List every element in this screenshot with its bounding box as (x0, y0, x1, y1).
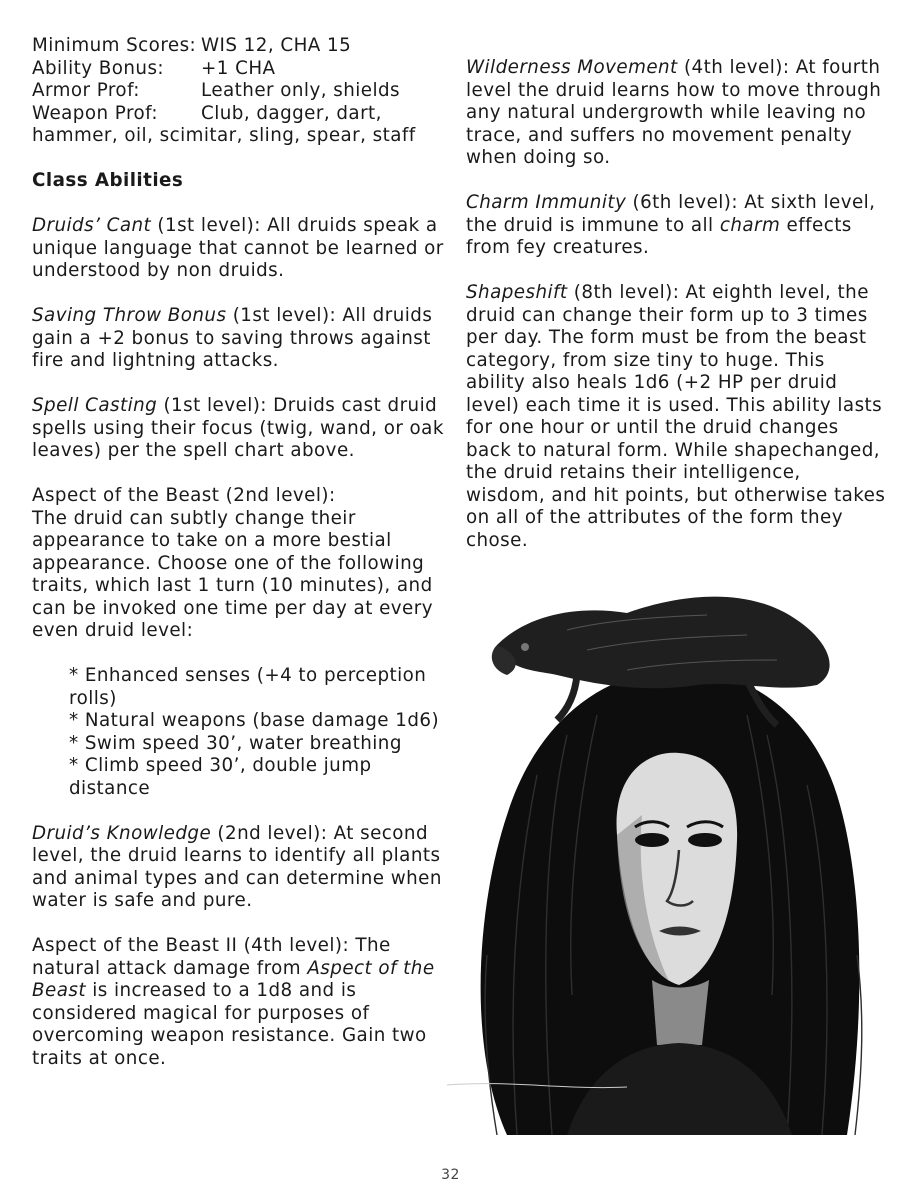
ability-charm-immunity (466, 192, 886, 260)
ability-saving-throw (32, 305, 452, 373)
list-item: * Swim speed 30’, water breathing (69, 732, 402, 754)
stat-label: Ability Bonus: (32, 57, 165, 79)
list-item: * Climb speed 30’, double jump distance (69, 755, 372, 799)
stat-value: Leather only, shields (201, 80, 401, 101)
ability-reference: Aspect of the Beast (32, 957, 435, 1001)
ability-druids-cant (32, 215, 452, 283)
ability-text: (8th level): At eighth level, the druid can change their form up to 3 times per day. The form must be from the beast category, from size tiny to huge. This ability also heals 1d6 (+2 HP per druid level) each time it is used. This ability lasts for one hour or until the druid changes back to natural form. While shapechanged, the druid retains their intelligence, wisdom, and hit points, but otherwise takes on all of the attributes of the form they chose. (466, 282, 886, 551)
ability-name: Wilderness Movement (466, 57, 678, 78)
stat-value: +1 CHA (201, 57, 276, 79)
stat-block (32, 35, 452, 148)
ability-wilderness-movement (466, 57, 886, 170)
left-column (32, 35, 452, 1093)
right-eye (688, 833, 722, 847)
ability-name: Druids’ Cant (32, 215, 152, 236)
ability-shapeshift (466, 282, 886, 552)
ability-text: effects from fey creatures. (466, 214, 852, 258)
left-eye (635, 833, 669, 847)
ability-text: (6th level): At sixth level, the druid is immune to all (466, 192, 876, 236)
druid-illustration (447, 575, 901, 1135)
ability-title: Aspect of the Beast (2nd level): (32, 485, 336, 506)
ability-text: (1st level): Druids cast druid spells using their focus (twig, wand, or oak leaves) per the spell chart above. (32, 395, 444, 461)
ability-text: (1st level): All druids speak a unique language that cannot be learned or understood by non druids. (32, 215, 444, 281)
weapon-continuation: hammer, oil, scimitar, sling, spear, staff (32, 125, 416, 146)
ability-druids-knowledge (32, 823, 452, 913)
stat-row (32, 35, 452, 58)
list-item: * Natural weapons (base damage 1d6) (69, 710, 440, 731)
stat-row (32, 103, 452, 126)
ability-text: Aspect of the Beast II (4th level): The natural attack damage from (32, 935, 391, 979)
creature-on-head (497, 597, 830, 689)
page-number: 32 (441, 1167, 460, 1183)
right-column (466, 57, 886, 575)
stat-row (32, 58, 452, 81)
ability-name: Druid’s Knowledge (32, 822, 212, 844)
stat-value: WIS 12, CHA 15 (201, 35, 352, 56)
stat-label: Minimum Scores: (32, 35, 197, 56)
ability-text: is increased to a 1d8 and is considered magical for purposes of overcoming weapon resistance. Gain two traits at once. (32, 980, 427, 1069)
stat-value: Club, dagger, dart, (201, 102, 382, 124)
ability-text: The druid can subtly change their appearance to take on a more bestial appearance. Choose one of the following traits, which last 1 turn (10 minutes), and can be invoked one time per day at every even druid level: (32, 507, 433, 641)
ability-spell-casting (32, 395, 452, 463)
ability-name: Shapeshift (466, 282, 568, 303)
trait-list (32, 665, 452, 800)
ability-aspect-of-beast (32, 485, 452, 800)
list-item: * Enhanced senses (+4 to perception rolls) (69, 665, 427, 709)
ability-text: (1st level): All druids gain a +2 bonus to saving throws against fire and lightning attacks. (32, 305, 433, 371)
ability-text: (2nd level): At second level, the druid learns to identify all plants and animal types and can determine when water is safe and pure. (32, 822, 442, 911)
stat-row (32, 80, 452, 103)
ability-name: Saving Throw Bonus (32, 305, 227, 326)
ability-reference: charm (719, 214, 781, 236)
ability-aspect-of-beast-2 (32, 935, 452, 1070)
ability-name: Spell Casting (32, 395, 158, 416)
stat-label: Armor Prof: (32, 80, 140, 101)
ability-text: (4th level): At fourth level the druid learns how to move through any natural undergrowth while leaving no trace, and suffers no movement penalty when doing so. (466, 57, 882, 168)
section-heading: Class Abilities (32, 170, 184, 191)
ability-name: Charm Immunity (466, 192, 627, 213)
stat-label: Weapon Prof: (32, 102, 158, 124)
creature-eye (521, 643, 529, 651)
